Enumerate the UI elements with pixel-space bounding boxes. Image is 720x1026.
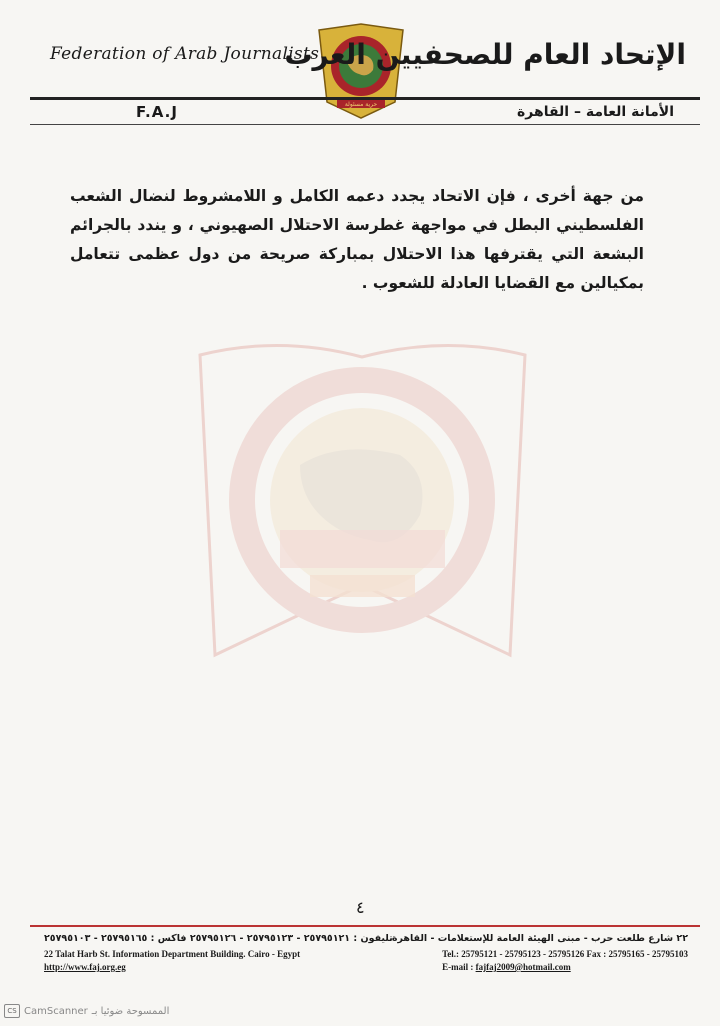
footer-rule — [30, 925, 700, 927]
footer-website-link[interactable]: http://www.faj.org.eg — [44, 962, 126, 972]
header-rule — [30, 97, 700, 100]
faj-logo — [315, 22, 407, 122]
footer-phones-english: Tel.: 25795121 - 25795123 - 25795126 Fax : 25795165 - 25795103 — [442, 949, 688, 959]
header-english-name: Federation of Arab Journalists — [50, 44, 320, 64]
watermark-logo — [190, 335, 535, 670]
footer-email-line — [442, 961, 688, 974]
footer-email-label: E-mail : — [442, 962, 474, 972]
footer-email-link[interactable]: fajfaj2009@hotmail.com — [475, 962, 571, 972]
footer-address-english: 22 Talat Harb St. Information Department Building. Cairo - Egypt — [44, 949, 301, 959]
footer-address-arabic: ٢٢ شارع طلعت حرب - مبنى الهيئة العامة للإستعلامات - القاهرة — [391, 933, 688, 944]
footer-phones-arabic: تليفون : ٢٥٧٩٥١٢١ - ٢٥٧٩٥١٢٣ - ٢٥٧٩٥١٢٦ فاكس : ٢٥٧٩٥١٦٥ - ٢٥٧٩٥١٠٣ — [44, 933, 393, 944]
header-subrule — [30, 124, 700, 125]
camscanner-bar — [4, 1004, 169, 1018]
header-abbreviation: F.A.J — [136, 103, 178, 121]
header-general-secretariat: الأمانة العامة – القاهرة — [517, 104, 674, 120]
camscanner-app: CamScanner — [24, 1005, 88, 1017]
page-number: ٤ — [356, 898, 365, 917]
camscanner-caption: الممسوحة ضوئيا بـ — [91, 1005, 170, 1017]
letter-body-paragraph: من جهة أخرى ، فإن الاتحاد يجدد دعمه الكامل و اللامشروط لنضال الشعب الفلسطيني البطل في مواجهة غطرسة الاحتلال الصهيوني ، و يندد بالجرائم البشعة التي يقترفها هذا الاحتلال بمباركة صريحة من دول عظمى تتعامل بمكيالين مع القضايا العادلة للشعوب . — [70, 187, 644, 292]
footer-english-right — [442, 948, 688, 974]
header-arabic-name: الإتحاد العام للصحفيين العرب — [284, 38, 686, 71]
footer-english-left — [44, 948, 300, 974]
logo-motto: حرية مسئولة — [344, 101, 378, 108]
camscanner-icon: CS — [4, 1004, 20, 1018]
